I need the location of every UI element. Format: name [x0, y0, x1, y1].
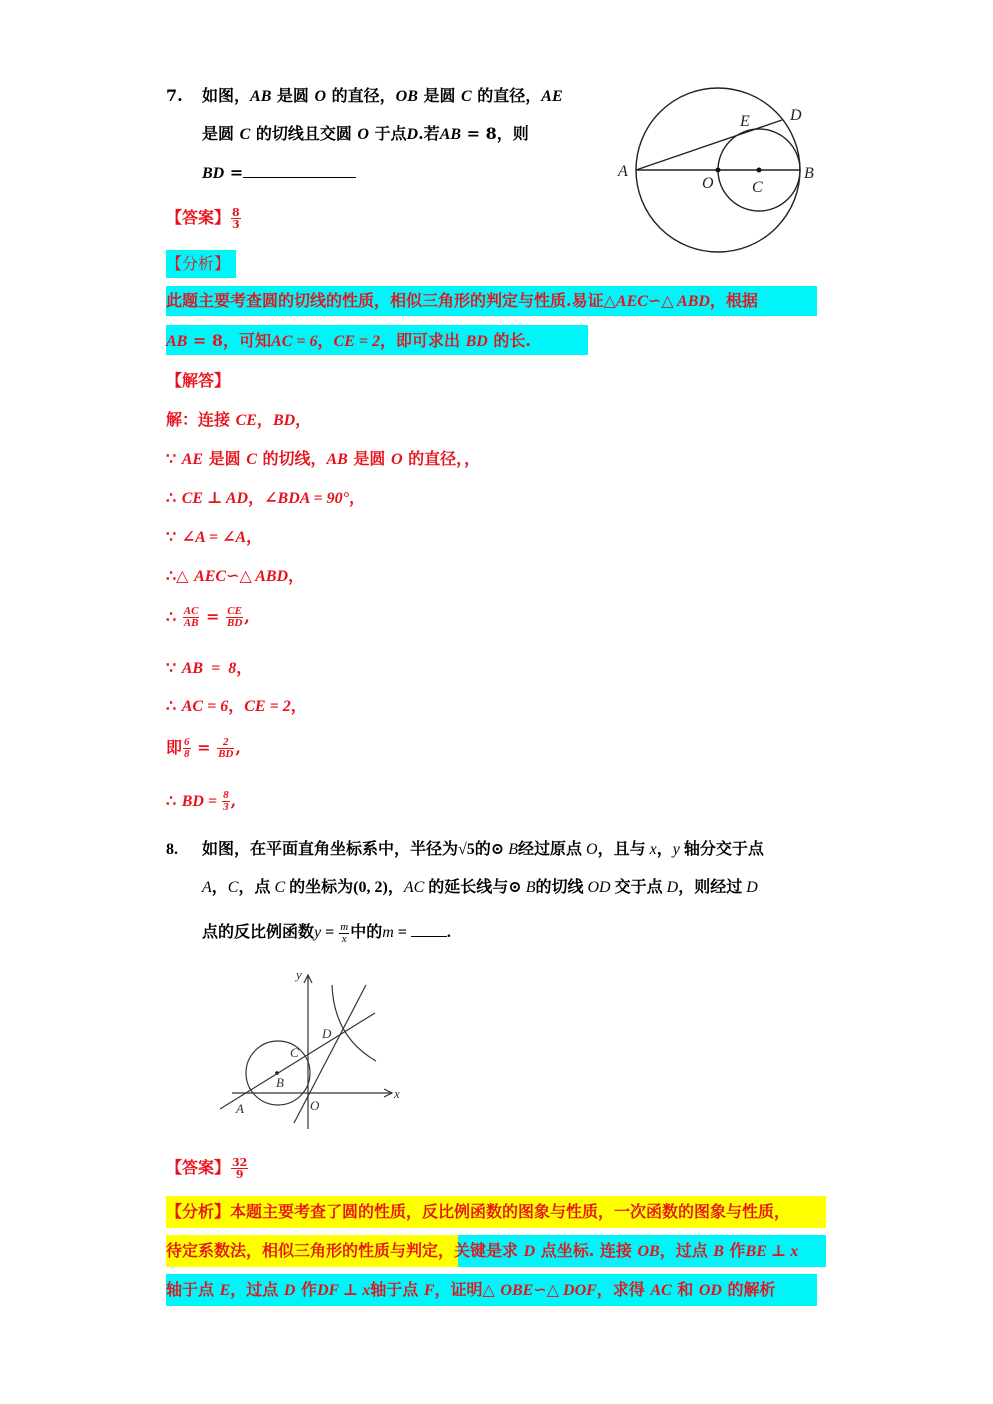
solution-line-4: ∵ ∠A = ∠A， [166, 527, 263, 546]
problem-7-analysis-line-2: AB = 8，可知AC = 6，CE = 2，即可求出 BD 的长. [166, 331, 531, 350]
svg-text:x: x [394, 1086, 400, 1101]
solution-line-5: ∴△ AEC∽△ ABD， [166, 566, 305, 585]
problem-8-line-2: A，C，点 C 的坐标为(0, 2)，AC 的延长线与⊙ B的切线 OD 交于点 D，则经过 D [202, 879, 758, 896]
solution-line-ac: ∴ AC = 6，CE = 2， [166, 696, 307, 715]
hyperbola [332, 985, 376, 1061]
problem-8-number: 8. [166, 841, 178, 858]
problem-7-analysis-line-1: 此题主要考查圆的切线的性质，相似三角形的判定与性质.易证△AEC∽△ ABD，根据 [166, 291, 758, 310]
svg-text:O: O [702, 175, 714, 192]
line-od [294, 985, 366, 1123]
svg-text:E: E [740, 113, 750, 130]
solution-ratio-1: ∴ $\frac{AC}{AB}$ = $\frac{CE}{BD}$ , [166, 605, 250, 629]
problem-8-line-3: 点的反比例函数y = $\frac{m}{x}$ 中的m = . [202, 921, 451, 945]
svg-text:C: C [752, 179, 763, 196]
problem-8-analysis-line-3: 轴于点 E，过点 D 作DF ⊥ x轴于点 F，证明△ OBE∽△ DOF，求得 AC 和 OD 的解析 [166, 1280, 776, 1299]
problem-8-line-1: 如图，在平面直角坐标系中，半径为√5的⊙ B经过原点 O，且与 x，y 轴分交于点 [202, 841, 764, 858]
problem-7-figure [612, 82, 828, 254]
solution-line-2: ∵ AE 是圆 C 的切线，AB 是圆 O 的直径，， [166, 449, 481, 468]
problem-7-line-2: 是圆 C 的切线且交圆 O 于点D.若AB = 8，则 [202, 124, 529, 143]
problem-8-analysis-line-2: 待定系数法，相似三角形的性质与判定，关键是求 D 点坐标. 连接 OB，过点 B 作BE ⊥ x [166, 1241, 799, 1260]
line-ac [220, 1013, 375, 1109]
svg-text:A: A [618, 163, 628, 180]
solution-final: ∴ BD = $\frac{8}{3}$ , [166, 789, 237, 813]
solution-line-3: ∴ CE ⊥ AD，∠BDA = 90°， [166, 488, 366, 507]
problem-7-analysis-label: 【分析】 [166, 254, 231, 273]
answer-blank [411, 922, 447, 937]
answer-fraction: $\frac{32}{9}$ [232, 1156, 248, 1181]
svg-text:A: A [236, 1101, 244, 1116]
svg-text:B: B [276, 1075, 284, 1090]
line-ad [636, 120, 782, 170]
svg-text:D: D [322, 1026, 332, 1041]
svg-text:D: D [790, 107, 802, 124]
solution-line-ab: ∵ AB = 8， [166, 658, 253, 677]
answer-label: 【答案】 [166, 208, 231, 227]
answer-fraction: $\frac{8}{3}$ [232, 206, 240, 231]
problem-7-number: 7. [166, 86, 183, 105]
svg-text:C: C [290, 1045, 299, 1060]
answer-blank [243, 163, 356, 178]
solution-ratio-2: 即 $\frac{6}{8}$ = $\frac{2}{BD}$ , [166, 736, 241, 760]
answer-label: 【答案】 [166, 1158, 231, 1177]
problem-7-line-1: 如图，AB 是圆 O 的直径，OB 是圆 C 的直径，AE [202, 86, 563, 105]
problem-8-answer [166, 1157, 249, 1180]
svg-text:y: y [296, 967, 302, 982]
problem-8-figure [214, 965, 404, 1135]
analysis-label: 【分析】 [166, 1202, 231, 1221]
svg-text:O: O [310, 1098, 320, 1113]
svg-text:B: B [804, 165, 814, 182]
problem-7-answer [166, 207, 242, 230]
solution-line-1: 解：连接 CE，BD， [166, 410, 312, 429]
problem-8-analysis-line-1: 【分析】本题主要考查了圆的性质，反比例函数的图象与性质，一次函数的图象与性质， [166, 1202, 791, 1221]
problem-7-line-3: BD = [202, 163, 356, 184]
problem-7-solution-label: 【解答】 [166, 371, 231, 390]
